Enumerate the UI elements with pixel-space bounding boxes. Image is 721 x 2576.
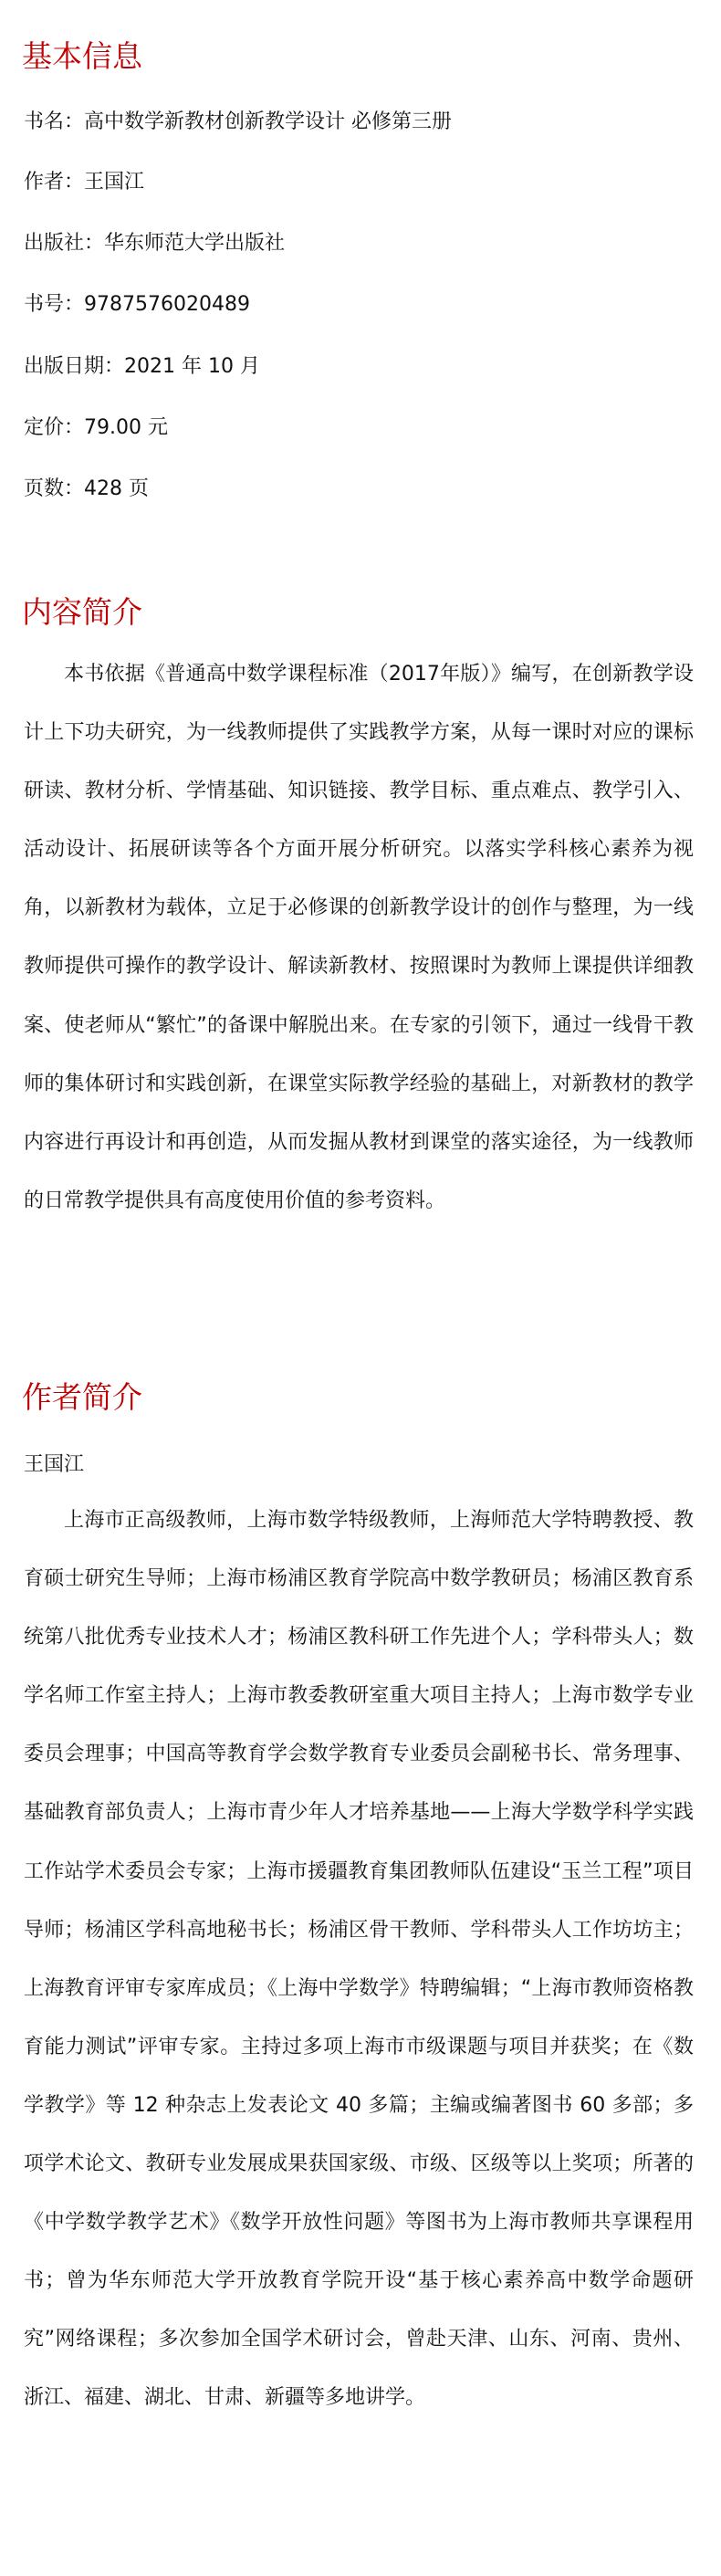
author-intro-heading: 作者简介: [22, 1379, 142, 1415]
info-publish-date: 出版日期：2021 年 10 月: [24, 355, 260, 378]
author-name: 王国江: [24, 1453, 85, 1476]
author-intro-paragraph: 上海市正高级教师，上海市数学特级教师，上海师范大学特聘教授、教育硕士研究生导师；上海市杨浦区教育学院高中数学教研员；杨浦区教育系统第八批优秀专业技术人才；杨浦区教科研工作先进个人；学科带头人；数学名师工作室主持人；上海市教委教研室重大项目主持人；上海市数学专业委员会理事；中国高等教育学会数学教育专业委员会副秘书长、常务理事、基础教育部负责人；上海市青少年人才培养基地——上海大学数学科学实践工作站学术委员会专家；上海市援疆教育集团教师队伍建设“玉兰工程”项目导师；杨浦区学科高地秘书长；杨浦区骨干教师、学科带头人工作坊坊主；上海教育评审专家库成员；《上海中学数学》特聘编辑；“上海市教师资格教育能力测试”评审专家。主持过多项上海市市级课题与项目并获奖；在《数学教学》等 12 种杂志上发表论文 40 多篇；主编或编著图书 60 多部；多项学术论文、教研专业发展成果获国家级、市级、区级等以上奖项；所著的《中学数学教学艺术》《数学开放性问题》等图书为上海市教师共享课程用书；曾为华东师范大学开放教育学院开设“基于核心素养高中数学命题研究”网络课程；多次参加全国学术研讨会，曾赴天津、山东、河南、贵州、浙江、福建、湖北、甘肃、新疆等多地讲学。: [24, 1509, 694, 2410]
info-title: 书名：高中数学新教材创新教学设计 必修第三册: [24, 110, 452, 133]
info-price: 定价：79.00 元: [24, 416, 168, 439]
info-isbn: 书号：9787576020489: [24, 293, 250, 316]
content-intro-heading: 内容简介: [22, 594, 142, 630]
info-publisher: 出版社：华东师范大学出版社: [24, 232, 286, 255]
info-author: 作者：王国江: [24, 171, 145, 194]
info-pages: 页数：428 页: [24, 477, 149, 500]
basic-info-heading: 基本信息: [22, 38, 142, 74]
content-intro-paragraph: 本书依据《普通高中数学课程标准（2017年版）》编写，在创新教学设计上下功夫研究，为一线教师提供了实践教学方案，从每一课时对应的课标研读、教材分析、学情基础、知识链接、教学目标、重点难点、教学引入、活动设计、拓展研读等各个方面开展分析研究。以落实学科核心素养为视角，以新教材为载体，立足于必修课的创新教学设计的创作与整理，为一线教师提供可操作的教学设计、解读新教材、按照课时为教师上课提供详细教案、使老师从“繁忙”的备课中解脱出来。在专家的引领下，通过一线骨干教师的集体研讨和实践创新，在课堂实际教学经验的基础上，对新教材的教学内容进行再设计和再创造，从而发掘从教材到课堂的落实途径，为一线教师的日常教学提供具有高度使用价值的参考资料。: [24, 663, 694, 1212]
